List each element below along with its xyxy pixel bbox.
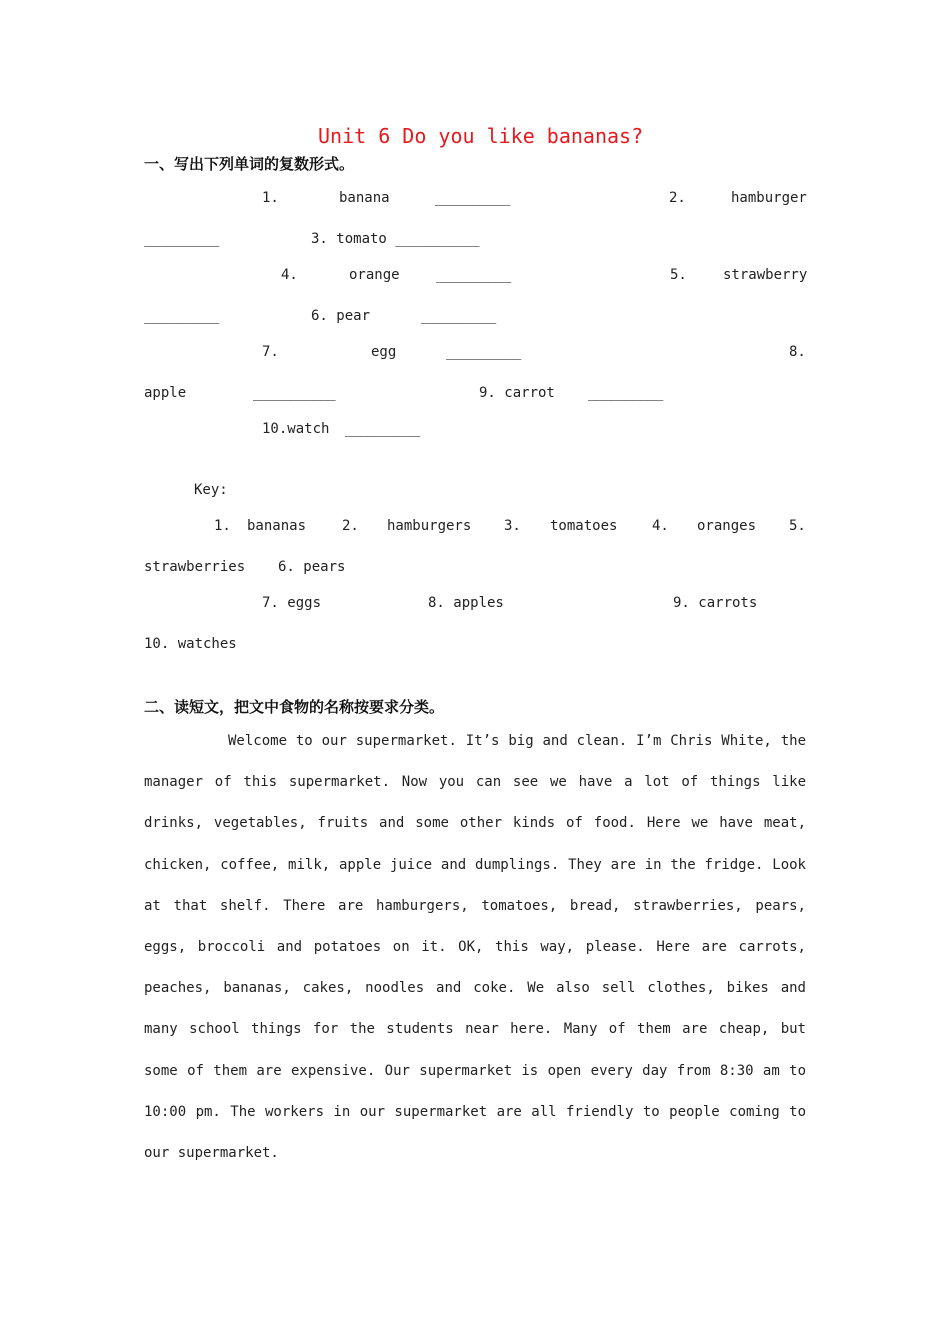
key-2-number: 2. <box>342 518 359 534</box>
key-2-answer: hamburgers <box>387 518 472 534</box>
q9-item: 9. carrot <box>479 385 555 401</box>
q4-word: orange <box>349 267 400 283</box>
key-9-item: 9. carrots <box>673 595 758 611</box>
section1-heading: 一、写出下列单词的复数形式。 <box>144 155 355 173</box>
key-6-item: 6. pears <box>278 559 346 575</box>
key-10-item: 10. watches <box>144 636 237 652</box>
q7-number: 7. <box>262 344 279 360</box>
key-1-answer: bananas <box>247 518 307 534</box>
q5-number: 5. <box>670 267 687 283</box>
key-7-item: 7. eggs <box>262 595 322 611</box>
key-5-answer: strawberries <box>144 559 246 575</box>
q6-item: 6. pear <box>311 308 371 324</box>
q10-item: 10.watch <box>262 421 330 437</box>
key-1-number: 1. <box>214 518 231 534</box>
q2-number: 2. <box>669 190 686 206</box>
key-5-number: 5. <box>789 518 806 534</box>
q5-blank[interactable]: __________ <box>144 308 219 324</box>
key-3-number: 3. <box>504 518 521 534</box>
reading-passage: Welcome to our supermarket. It’s big and clean. I’m Chris White, the manager of this supermarket. Now you can see we have a lot of things like drinks, vegetables, fruits and some other kinds of food. Here we have meat, chicken, coffee, milk, apple juice and dumplings. They are in the fridge. Look at that shelf. There are hamburgers, tomatoes, bread, strawberries, pears, eggs, broccoli and potatoes on it. OK, this way, please. Here are carrots, peaches, bananas, cakes, noodles and coke. We also sell clothes, bikes and many school things for the students near here. Many of them are cheap, but some of them are expensive. Our supermarket is open every day from 8:30 am to 10:00 pm. The workers in our supermarket are all friendly to people coming to our supermarket. <box>144 733 806 1162</box>
q6-blank[interactable]: __________ <box>421 308 496 324</box>
page-title: Unit 6 Do you like bananas? <box>318 124 644 148</box>
q3-item: 3. tomato __________ <box>311 231 480 247</box>
q4-blank[interactable]: __________ <box>436 267 511 283</box>
q9-blank[interactable]: __________ <box>588 385 663 401</box>
q1-number: 1. <box>262 190 279 206</box>
key-3-answer: tomatoes <box>550 518 618 534</box>
q8-blank[interactable]: ___________ <box>253 385 335 401</box>
q10-blank[interactable]: __________ <box>345 421 420 437</box>
key-4-answer: oranges <box>697 518 757 534</box>
key-8-item: 8. apples <box>428 595 504 611</box>
section2-heading: 二、读短文，把文中食物的名称按要求分类。 <box>144 698 445 716</box>
q8-word: apple <box>144 385 187 401</box>
key-4-number: 4. <box>652 518 669 534</box>
q7-blank[interactable]: __________ <box>446 344 521 360</box>
q7-word: egg <box>371 344 397 360</box>
q8-number: 8. <box>789 344 806 360</box>
q4-number: 4. <box>281 267 298 283</box>
key-label: Key: <box>194 482 228 498</box>
q2-blank[interactable]: __________ <box>144 231 219 247</box>
q1-blank[interactable]: __________ <box>435 190 510 206</box>
q1-word: banana <box>339 190 390 206</box>
q2-word: hamburger <box>731 190 807 206</box>
q5-word: strawberry <box>723 267 808 283</box>
